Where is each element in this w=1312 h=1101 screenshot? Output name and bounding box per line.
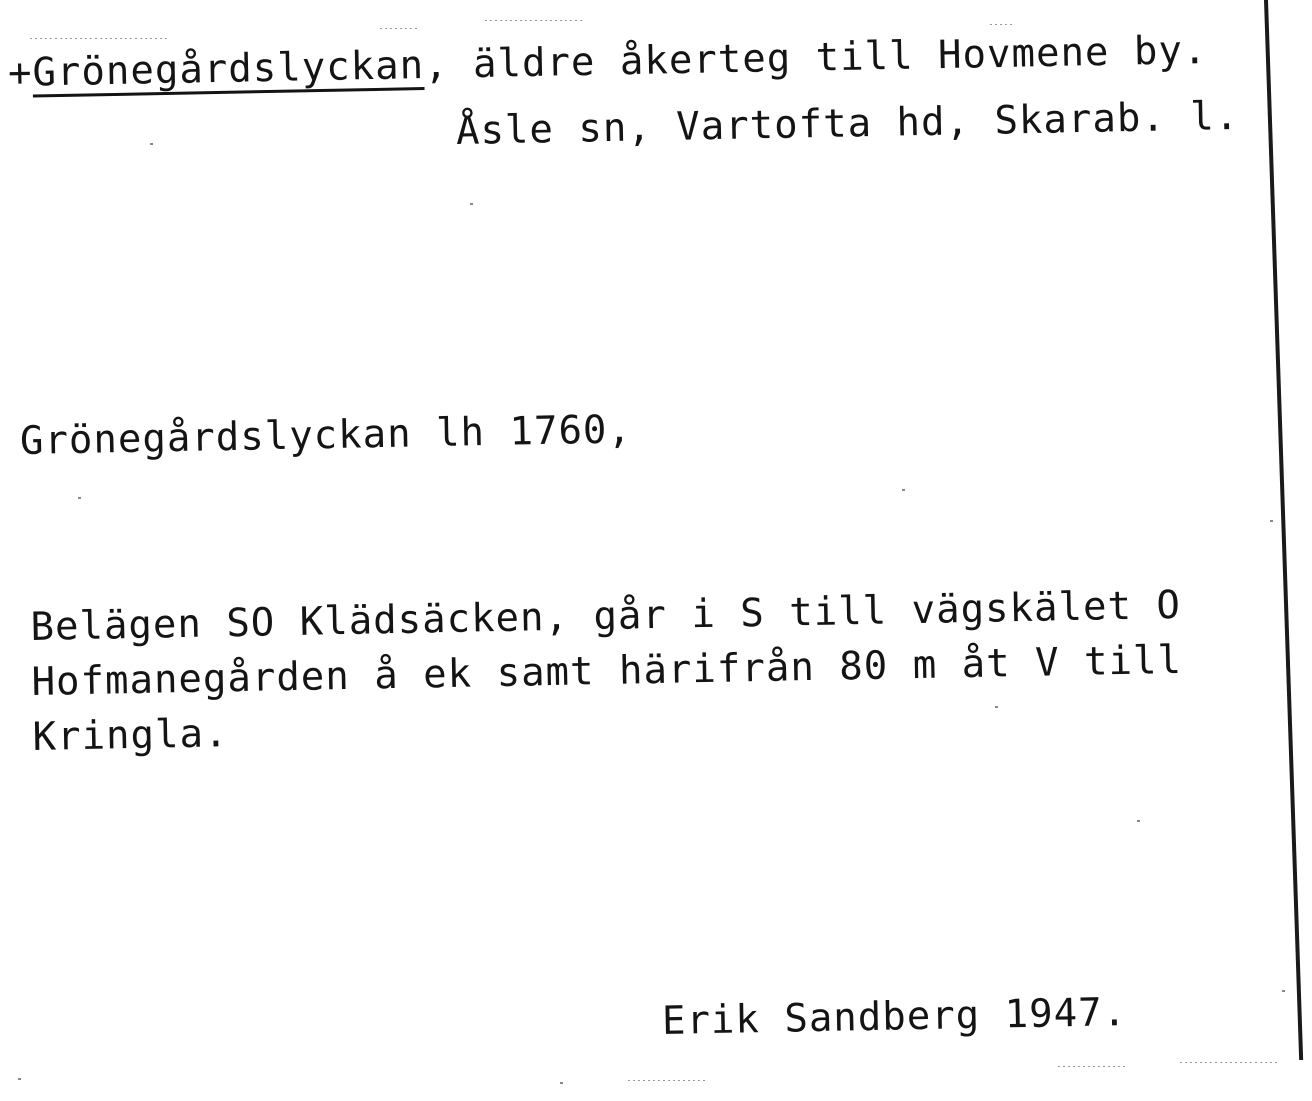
headword: Grönegårdslyckan bbox=[32, 43, 425, 96]
scan-speck bbox=[902, 489, 905, 491]
scan-noise bbox=[380, 28, 420, 29]
header-line bbox=[8, 29, 1208, 96]
scan-speck bbox=[78, 497, 81, 499]
scan-speck bbox=[1137, 820, 1140, 822]
signature: Erik Sandberg 1947. bbox=[661, 990, 1128, 1044]
card-right-edge bbox=[1264, 0, 1303, 1060]
historical-form: Grönegårdslyckan lh 1760, bbox=[19, 407, 633, 464]
scan-noise bbox=[990, 24, 1014, 25]
scan-speck bbox=[1270, 520, 1273, 522]
scan-speck bbox=[560, 1082, 563, 1084]
marker: + bbox=[7, 50, 33, 96]
scan-noise bbox=[1058, 1066, 1128, 1067]
headword-suffix: , äldre åkerteg till Hovmene by. bbox=[423, 27, 1208, 89]
description-line-2: Hofmanegården å ek samt härifrån 80 m åt V till bbox=[31, 637, 1183, 705]
description-line-3: Kringla. bbox=[32, 711, 229, 760]
location-line: Åsle sn, Vartofta hd, Skarab. l. bbox=[455, 93, 1240, 154]
scan-speck bbox=[995, 706, 998, 708]
description-line-1: Belägen SO Klädsäcken, går i S till vägskälet O bbox=[30, 582, 1182, 650]
scan-speck bbox=[1282, 990, 1285, 992]
scan-speck bbox=[470, 203, 473, 205]
scan-noise bbox=[30, 38, 170, 39]
scan-speck bbox=[150, 143, 153, 145]
description bbox=[30, 578, 1184, 765]
scan-speck bbox=[18, 1078, 21, 1080]
scan-noise bbox=[628, 1080, 708, 1081]
scan-noise bbox=[485, 20, 585, 21]
scan-noise bbox=[1180, 1062, 1280, 1063]
